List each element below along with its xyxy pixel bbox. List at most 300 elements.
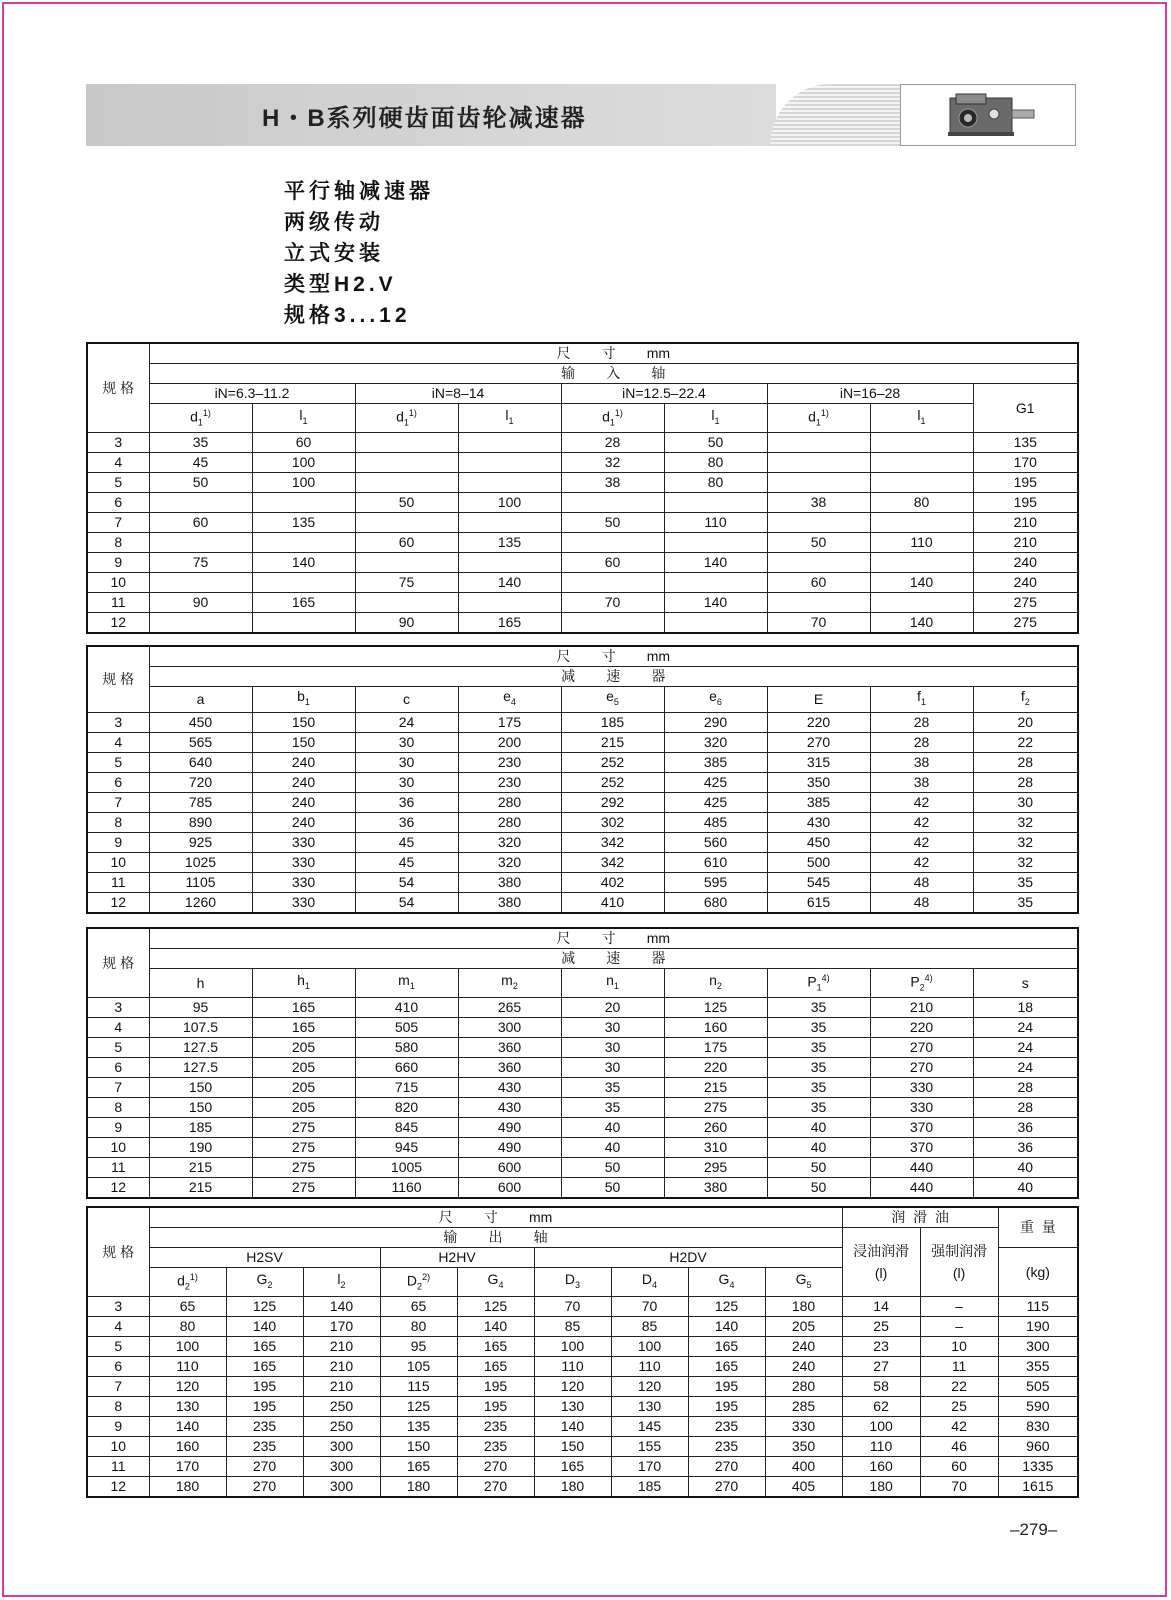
value-cell: 165 [252, 593, 355, 613]
value-cell: 195 [973, 493, 1078, 513]
value-cell: 90 [355, 613, 458, 634]
value-cell [664, 533, 767, 553]
column-header: $l_1$ [252, 404, 355, 433]
value-cell: 22 [920, 1377, 998, 1397]
value-cell: 1615 [998, 1477, 1078, 1498]
table-row [87, 1178, 1078, 1199]
value-cell: 360 [458, 1058, 561, 1078]
variant-group-header: H2HV [380, 1248, 534, 1268]
value-cell: 42 [920, 1417, 998, 1437]
size-header: 规 格 [87, 646, 149, 712]
value-cell: 80 [870, 493, 973, 513]
size-cell: 10 [87, 1138, 149, 1158]
value-cell: 240 [973, 553, 1078, 573]
value-cell: 175 [458, 712, 561, 732]
value-cell: 270 [226, 1457, 303, 1477]
value-cell: 90 [149, 593, 252, 613]
value-cell [561, 493, 664, 513]
value-cell: 1105 [149, 872, 252, 892]
value-cell [767, 513, 870, 533]
value-cell: 195 [457, 1397, 534, 1417]
value-cell: 240 [973, 573, 1078, 593]
table-row [87, 1437, 1078, 1457]
table-row [87, 812, 1078, 832]
value-cell: 195 [226, 1397, 303, 1417]
value-cell: 165 [252, 998, 355, 1018]
ratio-group-header: iN=12.5–22.4 [561, 384, 767, 404]
value-cell: 280 [458, 812, 561, 832]
value-cell [355, 513, 458, 533]
size-cell: 8 [87, 1098, 149, 1118]
value-cell: 10 [920, 1337, 998, 1357]
value-cell: 265 [458, 998, 561, 1018]
column-header: $P_1^{4)}$ [767, 969, 870, 998]
value-cell: 165 [457, 1357, 534, 1377]
page-title: H・B系列硬齿面齿轮减速器 [262, 105, 587, 132]
size-cell: 4 [87, 453, 149, 473]
value-cell: 28 [973, 1098, 1078, 1118]
value-cell: 320 [458, 852, 561, 872]
value-cell: 60 [355, 533, 458, 553]
value-cell [870, 593, 973, 613]
value-cell: 185 [611, 1477, 688, 1498]
section-header: 输 入 轴 [149, 364, 1078, 384]
value-cell [561, 533, 664, 553]
value-cell: 150 [149, 1078, 252, 1098]
subtitle-line: 类型H2.V [284, 273, 397, 296]
value-cell: 40 [767, 1118, 870, 1138]
value-cell: 1160 [355, 1178, 458, 1199]
value-cell: 195 [226, 1377, 303, 1397]
size-cell: 8 [87, 812, 149, 832]
value-cell: 785 [149, 792, 252, 812]
value-cell [458, 473, 561, 493]
value-cell: 450 [767, 832, 870, 852]
subtitle-line: 两级传动 [284, 211, 384, 234]
value-cell: 65 [380, 1297, 457, 1317]
value-cell: 75 [149, 553, 252, 573]
value-cell: 127.5 [149, 1058, 252, 1078]
value-cell [149, 573, 252, 593]
value-cell: 120 [149, 1377, 226, 1397]
value-cell: 660 [355, 1058, 458, 1078]
value-cell: 230 [458, 772, 561, 792]
dip-lube-header [842, 1228, 920, 1297]
value-cell: 85 [534, 1317, 611, 1337]
value-cell: 160 [149, 1437, 226, 1457]
value-cell: 275 [973, 613, 1078, 634]
value-cell: 295 [664, 1158, 767, 1178]
value-cell: 48 [870, 892, 973, 913]
size-cell: 6 [87, 1058, 149, 1078]
value-cell: 402 [561, 872, 664, 892]
column-header: $G_5$ [765, 1268, 842, 1297]
value-cell: 270 [767, 732, 870, 752]
value-cell: 330 [765, 1417, 842, 1437]
size-cell: 3 [87, 998, 149, 1018]
value-cell: 715 [355, 1078, 458, 1098]
value-cell: 215 [149, 1178, 252, 1199]
size-cell: 9 [87, 1118, 149, 1138]
table-row [87, 453, 1078, 473]
value-cell: 205 [765, 1317, 842, 1337]
value-cell: 610 [664, 852, 767, 872]
size-cell: 3 [87, 433, 149, 453]
table-row [87, 732, 1078, 752]
value-cell: 410 [561, 892, 664, 913]
size-cell: 10 [87, 852, 149, 872]
value-cell: 110 [611, 1357, 688, 1377]
table-row [87, 493, 1078, 513]
value-cell: 240 [765, 1337, 842, 1357]
size-cell: 3 [87, 712, 149, 732]
value-cell: 210 [973, 513, 1078, 533]
value-cell: 300 [303, 1477, 380, 1498]
ratio-group-header: iN=16–28 [767, 384, 973, 404]
value-cell: 135 [380, 1417, 457, 1437]
value-cell: 410 [355, 998, 458, 1018]
column-header: $G_4$ [688, 1268, 765, 1297]
value-cell: 330 [252, 892, 355, 913]
value-cell: 425 [664, 792, 767, 812]
ratio-group-header: iN=6.3–11.2 [149, 384, 355, 404]
reducer-dimension-table-2 [86, 927, 1079, 1199]
value-cell: 250 [303, 1397, 380, 1417]
value-cell: 45 [355, 832, 458, 852]
table-row [87, 533, 1078, 553]
value-cell [252, 533, 355, 553]
value-cell: 42 [870, 832, 973, 852]
value-cell: 130 [611, 1397, 688, 1417]
size-cell: 4 [87, 1317, 149, 1337]
value-cell: 180 [534, 1477, 611, 1498]
value-cell [458, 513, 561, 533]
value-cell: 320 [458, 832, 561, 852]
value-cell: 30 [561, 1018, 664, 1038]
gear-reducer-icon [948, 92, 1038, 138]
value-cell: 50 [767, 1158, 870, 1178]
value-cell: 110 [870, 533, 973, 553]
value-cell: 80 [664, 453, 767, 473]
size-cell: 10 [87, 1437, 149, 1457]
value-cell: 28 [973, 752, 1078, 772]
column-header: $l_1$ [458, 404, 561, 433]
value-cell: 35 [561, 1098, 664, 1118]
value-cell [252, 493, 355, 513]
value-cell: 140 [534, 1417, 611, 1437]
column-header: $G_2$ [226, 1268, 303, 1297]
value-cell: 310 [664, 1138, 767, 1158]
value-cell: 24 [355, 712, 458, 732]
value-cell: 180 [380, 1477, 457, 1498]
forced-lube-unit: (l) [952, 1265, 966, 1282]
value-cell: 42 [870, 792, 973, 812]
value-cell: 32 [973, 812, 1078, 832]
value-cell: 430 [767, 812, 870, 832]
column-header: $D_4$ [611, 1268, 688, 1297]
value-cell: 385 [767, 792, 870, 812]
value-cell: 440 [870, 1158, 973, 1178]
value-cell: 275 [252, 1138, 355, 1158]
subtitle-line: 平行轴减速器 [284, 180, 434, 203]
table-row [87, 1158, 1078, 1178]
value-cell: 22 [973, 732, 1078, 752]
value-cell [355, 473, 458, 493]
value-cell: 210 [303, 1377, 380, 1397]
table-row [87, 1038, 1078, 1058]
value-cell: 302 [561, 812, 664, 832]
value-cell: 275 [252, 1118, 355, 1138]
table-row [87, 1397, 1078, 1417]
value-cell: 28 [870, 732, 973, 752]
value-cell: 125 [664, 998, 767, 1018]
value-cell: 580 [355, 1038, 458, 1058]
value-cell: 23 [842, 1337, 920, 1357]
value-cell: 28 [870, 712, 973, 732]
size-cell: 9 [87, 832, 149, 852]
value-cell [149, 533, 252, 553]
value-cell: 115 [998, 1297, 1078, 1317]
value-cell: 235 [457, 1417, 534, 1437]
value-cell [870, 553, 973, 573]
value-cell: 28 [973, 1078, 1078, 1098]
value-cell: 252 [561, 752, 664, 772]
value-cell: 360 [458, 1038, 561, 1058]
value-cell: 60 [920, 1457, 998, 1477]
subtitle-line: 规格3...12 [284, 304, 411, 327]
value-cell [767, 593, 870, 613]
table-row [87, 892, 1078, 913]
size-cell: 9 [87, 1417, 149, 1437]
size-cell: 8 [87, 533, 149, 553]
section-header: 减 速 器 [149, 667, 1078, 687]
input-shaft-table [86, 342, 1079, 634]
size-header: 规 格 [87, 343, 149, 433]
value-cell [149, 493, 252, 513]
value-cell [252, 613, 355, 634]
value-cell: 170 [303, 1317, 380, 1337]
value-cell: 300 [998, 1337, 1078, 1357]
value-cell: 275 [973, 593, 1078, 613]
value-cell: 210 [973, 533, 1078, 553]
value-cell: 615 [767, 892, 870, 913]
value-cell: 250 [303, 1417, 380, 1437]
column-header: $l_1$ [870, 404, 973, 433]
value-cell [355, 553, 458, 573]
value-cell: 165 [226, 1357, 303, 1377]
value-cell [664, 493, 767, 513]
value-cell: 70 [611, 1297, 688, 1317]
value-cell: 65 [149, 1297, 226, 1317]
value-cell: 355 [998, 1357, 1078, 1377]
value-cell: 185 [561, 712, 664, 732]
value-cell: 50 [561, 1158, 664, 1178]
size-cell: 6 [87, 1357, 149, 1377]
value-cell: 42 [870, 812, 973, 832]
value-cell: 125 [226, 1297, 303, 1317]
table-row [87, 832, 1078, 852]
value-cell: 160 [664, 1018, 767, 1038]
value-cell: 50 [561, 513, 664, 533]
value-cell: 24 [973, 1018, 1078, 1038]
table-row [87, 792, 1078, 812]
table-row [87, 1337, 1078, 1357]
table-row [87, 852, 1078, 872]
value-cell: 30 [561, 1038, 664, 1058]
size-cell: 12 [87, 613, 149, 634]
value-cell [149, 613, 252, 634]
size-cell: 9 [87, 553, 149, 573]
value-cell: 600 [458, 1158, 561, 1178]
value-cell: 830 [998, 1417, 1078, 1437]
column-header: $d_1^{1)}$ [561, 404, 664, 433]
value-cell: 150 [252, 712, 355, 732]
value-cell: 165 [688, 1357, 765, 1377]
size-cell: 4 [87, 732, 149, 752]
value-cell: 185 [149, 1118, 252, 1138]
weight-header: 重 量 [998, 1207, 1078, 1248]
value-cell: 140 [664, 593, 767, 613]
value-cell: 155 [611, 1437, 688, 1457]
value-cell: 35 [561, 1078, 664, 1098]
value-cell: 135 [458, 533, 561, 553]
section-header: 减 速 器 [149, 949, 1078, 969]
value-cell: 80 [380, 1317, 457, 1337]
table-row [87, 1118, 1078, 1138]
value-cell: 140 [664, 553, 767, 573]
value-cell: 50 [561, 1178, 664, 1199]
value-cell: 30 [355, 752, 458, 772]
value-cell: 28 [973, 772, 1078, 792]
value-cell: 50 [767, 533, 870, 553]
table-row [87, 1098, 1078, 1118]
value-cell: 27 [842, 1357, 920, 1377]
value-cell: 342 [561, 852, 664, 872]
value-cell: 100 [458, 493, 561, 513]
value-cell: 140 [458, 573, 561, 593]
column-header: $d_2^{1)}$ [149, 1268, 226, 1297]
value-cell: 40 [973, 1178, 1078, 1199]
reducer-dimension-table-1 [86, 645, 1079, 914]
size-cell: 8 [87, 1397, 149, 1417]
size-cell: 6 [87, 493, 149, 513]
value-cell [561, 573, 664, 593]
table-row [87, 1138, 1078, 1158]
dimension-header: 尺 寸 mm [149, 1207, 842, 1228]
column-header: $f_1$ [870, 687, 973, 713]
column-header: E [767, 687, 870, 713]
table-row [87, 573, 1078, 593]
value-cell: 150 [149, 1098, 252, 1118]
variant-group-header: H2SV [149, 1248, 380, 1268]
column-header: $m_1$ [355, 969, 458, 998]
value-cell [458, 453, 561, 473]
value-cell: 330 [252, 832, 355, 852]
value-cell: 140 [252, 553, 355, 573]
value-cell: 35 [767, 1018, 870, 1038]
value-cell: 140 [149, 1417, 226, 1437]
size-cell: 5 [87, 752, 149, 772]
value-cell: 95 [380, 1337, 457, 1357]
table-row [87, 752, 1078, 772]
size-cell: 5 [87, 1337, 149, 1357]
value-cell: 30 [561, 1058, 664, 1078]
column-header: $P_2^{4)}$ [870, 969, 973, 998]
value-cell [870, 433, 973, 453]
size-cell: 7 [87, 513, 149, 533]
value-cell: 28 [561, 433, 664, 453]
table-row [87, 1317, 1078, 1337]
value-cell: 20 [973, 712, 1078, 732]
value-cell: 320 [664, 732, 767, 752]
size-cell: 7 [87, 1078, 149, 1098]
value-cell: 590 [998, 1397, 1078, 1417]
column-header: $e_4$ [458, 687, 561, 713]
table-row [87, 1457, 1078, 1477]
value-cell: 350 [765, 1437, 842, 1457]
value-cell: 130 [149, 1397, 226, 1417]
value-cell [870, 513, 973, 533]
size-header: 规 格 [87, 928, 149, 998]
value-cell: 35 [767, 1058, 870, 1078]
value-cell: 170 [149, 1457, 226, 1477]
value-cell: 150 [252, 732, 355, 752]
table-row [87, 772, 1078, 792]
value-cell: 195 [688, 1377, 765, 1397]
value-cell: 38 [561, 473, 664, 493]
value-cell: 165 [458, 613, 561, 634]
value-cell: 35 [149, 433, 252, 453]
table-row [87, 1297, 1078, 1317]
value-cell: 95 [149, 998, 252, 1018]
value-cell: 165 [226, 1337, 303, 1357]
value-cell: – [920, 1297, 998, 1317]
value-cell: 125 [380, 1397, 457, 1417]
value-cell: 315 [767, 752, 870, 772]
value-cell: 50 [355, 493, 458, 513]
value-cell: 210 [303, 1357, 380, 1377]
value-cell: 150 [380, 1437, 457, 1457]
value-cell: 252 [561, 772, 664, 792]
value-cell: 235 [688, 1417, 765, 1437]
value-cell: 140 [226, 1317, 303, 1337]
page-number: –279– [1010, 1520, 1058, 1539]
size-cell: 11 [87, 1158, 149, 1178]
forced-lube-label: 强制润滑 [931, 1243, 988, 1260]
value-cell: 180 [842, 1477, 920, 1498]
value-cell [355, 593, 458, 613]
value-cell: 54 [355, 872, 458, 892]
value-cell: 140 [457, 1317, 534, 1337]
value-cell: 450 [149, 712, 252, 732]
value-cell: 720 [149, 772, 252, 792]
table-row [87, 433, 1078, 453]
value-cell: 330 [870, 1098, 973, 1118]
value-cell: 60 [561, 553, 664, 573]
column-header: $d_1^{1)}$ [767, 404, 870, 433]
value-cell: 190 [998, 1317, 1078, 1337]
value-cell [458, 433, 561, 453]
value-cell: 235 [226, 1417, 303, 1437]
value-cell: 180 [765, 1297, 842, 1317]
value-cell: 50 [767, 1178, 870, 1199]
table-row [87, 1357, 1078, 1377]
value-cell: 150 [534, 1437, 611, 1457]
column-header: $D_3$ [534, 1268, 611, 1297]
value-cell: 165 [457, 1337, 534, 1357]
value-cell: 140 [303, 1297, 380, 1317]
value-cell: 380 [664, 1178, 767, 1199]
